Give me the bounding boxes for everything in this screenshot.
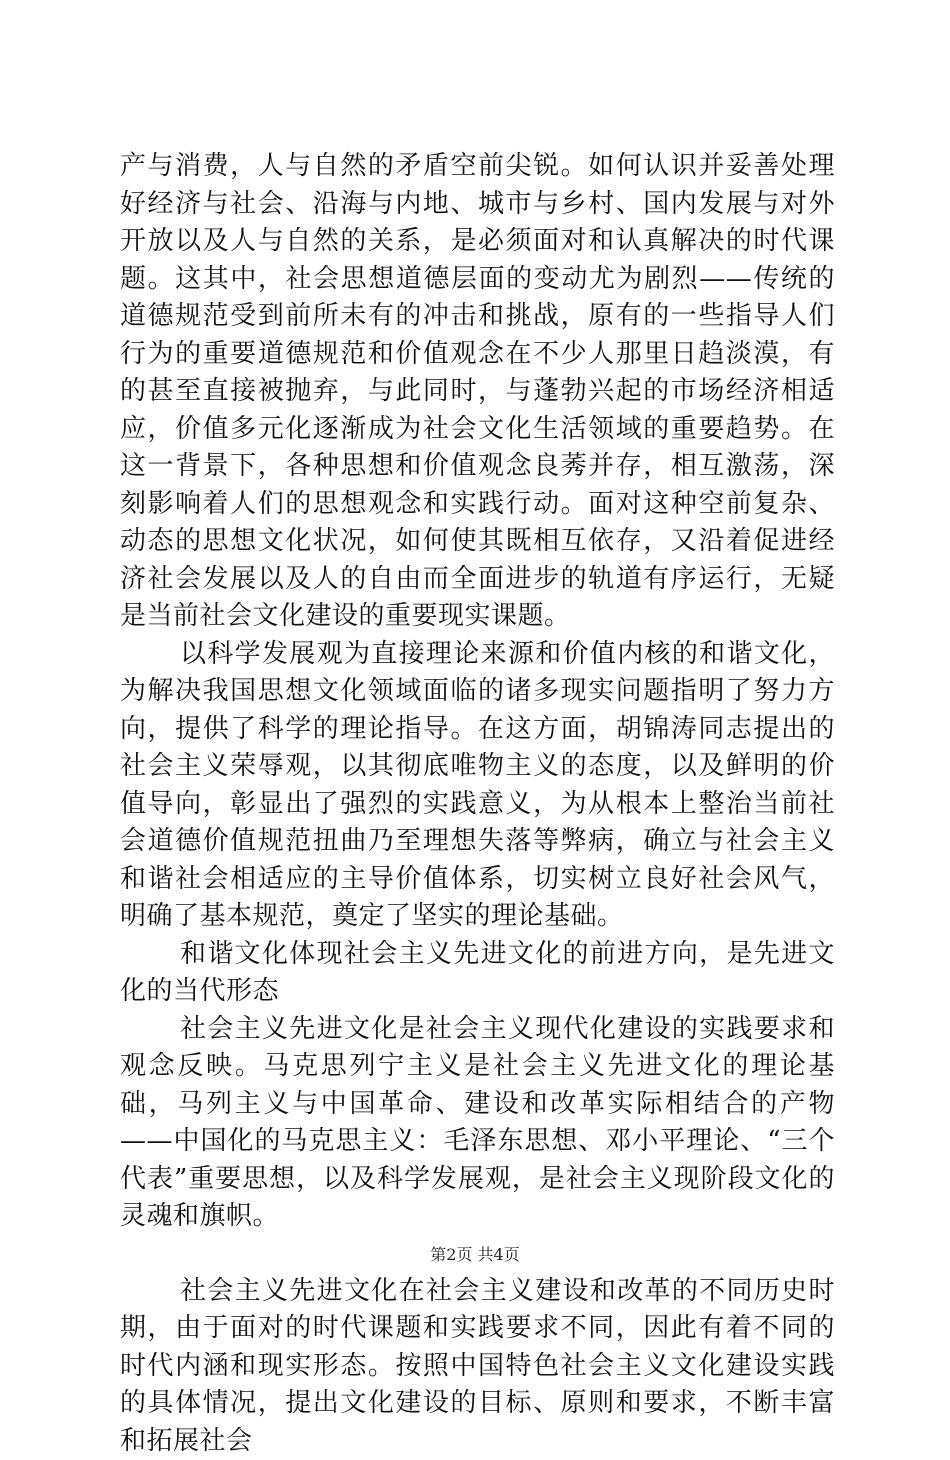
paragraph-harmonious-culture: 以科学发展观为直接理论来源和价值内核的和谐文化，为解决我国思想文化领域面临的诸多现实问题指明了努力方向，提供了科学的理论指导。在这方面，胡锦涛同志提出的社会主义荣辱观，以其彻底唯物主义的态度，以及鲜明的价值导向，彰显出了强烈的实践意义，为从根本上整治当前社会道德价值规范扭曲乃至理想失落等弊病，确立与社会主义和谐社会相适应的主导价值体系，切实树立良好社会风气，明确了基本规范，奠定了坚实的理论基础。: [120, 636, 835, 936]
paragraph-historical-periods: 社会主义先进文化在社会主义建设和改革的不同历史时期，由于面对的时代课题和实践要求不同，因此有着不同的时代内涵和现实形态。按照中国特色社会主义文化建设实践的具体情况，提出文化建设的目标、原则和要求，不断丰富和拓展社会: [120, 1273, 835, 1460]
paragraph-advanced-culture: 社会主义先进文化是社会主义现代化建设的实践要求和观念反映。马克思列宁主义是社会主义先进文化的理论基础，马列主义与中国革命、建设和改革实际相结合的产物——中国化的马克思主义：毛泽东思想、邓小平理论、“三个代表”重要思想，以及科学发展观，是社会主义现阶段文化的灵魂和旗帜。: [120, 1011, 835, 1236]
section-heading: 和谐文化体现社会主义先进文化的前进方向，是先进文化的当代形态: [120, 936, 835, 1011]
paragraph-continuation: 产与消费，人与自然的矛盾空前尖锐。如何认识并妥善处理好经济与社会、沿海与内地、城市与乡村、国内发展与对外开放以及人与自然的关系，是必须面对和认真解决的时代课题。这其中，社会思想道德层面的变动尤为剧烈——传统的道德规范受到前所未有的冲击和挑战，原有的一些指导人们行为的重要道德规范和价值观念在不少人那里日趋淡漠，有的甚至直接被抛弃，与此同时，与蓬勃兴起的市场经济相适应，价值多元化逐渐成为社会文化生活领域的重要趋势。在这一背景下，各种思想和价值观念良莠并存，相互激荡，深刻影响着人们的思想观念和实践行动。面对这种空前复杂、动态的思想文化状况，如何使其既相互依存，又沿着促进经济社会发展以及人的自由而全面进步的轨道有序运行，无疑是当前社会文化建设的重要现实课题。: [120, 148, 835, 636]
page-number-footer: 第2页 共4页: [0, 1242, 950, 1265]
